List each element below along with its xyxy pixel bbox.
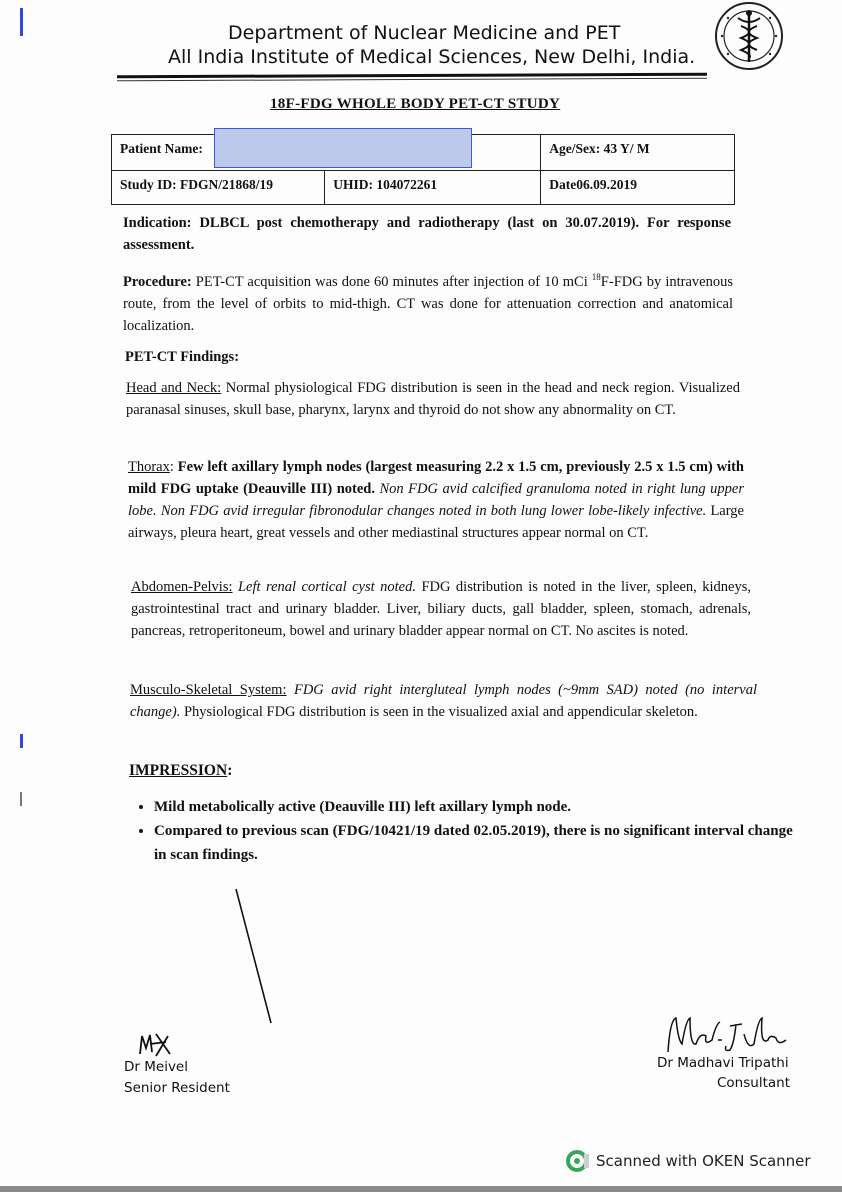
scanner-watermark-text: Scanned with OKEN Scanner bbox=[596, 1152, 811, 1170]
study-date-value: Date06.09.2019 bbox=[549, 177, 637, 192]
age-sex-cell bbox=[541, 135, 735, 171]
header-divider-thin bbox=[117, 78, 707, 82]
aiims-caduceus-logo-icon bbox=[708, 0, 790, 76]
thorax-italic-text: Non FDG avid calcified granuloma noted in right lung upper lobe. Non FDG avid irregular fibronodular changes noted in both lung lower lobe-likely infective. bbox=[128, 481, 744, 519]
abdomen-plain-text: FDG distribution is noted in the liver, spleen, kidneys, gastrointestinal tract and urinary bladder. Liver, biliary ducts, gall bladder, spleen, stomach, adrenals, pancreas, retroperitoneum, bowel and urinary bladder appear normal on CT. No ascites is noted. bbox=[131, 579, 751, 639]
abdomen-italic-text: Left renal cortical cyst noted. bbox=[232, 579, 416, 595]
right-signatory-role: Consultant bbox=[717, 1075, 790, 1091]
scan-edge-mark bbox=[20, 8, 23, 36]
thorax-colon: : bbox=[169, 459, 174, 475]
right-signature-scribble bbox=[660, 1010, 795, 1060]
musculo-plain-text: Physiological FDG distribution is seen in the visualized axial and appendicular skeleton. bbox=[180, 704, 698, 720]
procedure-label: Procedure: bbox=[123, 273, 192, 290]
indication-paragraph bbox=[123, 212, 731, 256]
left-signature-scribble bbox=[136, 1030, 176, 1060]
indication-label: Indication: bbox=[123, 215, 192, 231]
thorax-plain-text: Large airways, pleura heart, great vessels and other mediastinal structures appear normal on CT. bbox=[128, 503, 744, 541]
age-sex-value: Age/Sex: 43 Y/ M bbox=[549, 141, 650, 156]
procedure-text-a: PET-CT acquisition was done 60 minutes after injection of 10 mCi bbox=[191, 273, 592, 290]
procedure-isotope-superscript: 18 bbox=[591, 272, 601, 282]
department-name: Department of Nuclear Medicine and PET bbox=[228, 22, 621, 44]
scan-edge-mark bbox=[20, 792, 22, 806]
impression-heading-text: IMPRESSION bbox=[129, 762, 228, 779]
left-signatory-name: Dr Meivel bbox=[124, 1059, 188, 1075]
patient-name-redaction bbox=[214, 128, 472, 168]
right-signatory-name: Dr Madhavi Tripathi bbox=[657, 1055, 789, 1071]
study-title: 18F-FDG WHOLE BODY PET-CT STUDY bbox=[270, 96, 561, 112]
findings-heading: PET-CT Findings: bbox=[125, 349, 240, 365]
cancel-stroke bbox=[228, 885, 278, 1030]
head-neck-label: Head and Neck: bbox=[126, 380, 222, 396]
patient-name-label: Patient Name: bbox=[120, 141, 203, 156]
impression-list bbox=[128, 795, 804, 867]
uhid-cell bbox=[325, 171, 541, 205]
thorax-bold-text: Few left axillary lymph nodes (largest measuring 2.2 x 1.5 cm, previously 2.5 x 1.5 cm) with mild FDG uptake (Deauville III) noted. bbox=[128, 459, 744, 497]
musculo-paragraph bbox=[130, 679, 757, 723]
head-neck-text: Normal physiological FDG distribution is seen in the head and neck region. Visualized paranasal sinuses, skull base, pharynx, larynx and thyroid do not show any abnormality on CT. bbox=[126, 380, 740, 418]
page-bottom-border bbox=[0, 1186, 842, 1192]
impression-heading bbox=[129, 762, 232, 780]
musculo-label: Musculo-Skeletal System: bbox=[130, 682, 287, 698]
institute-name: All India Institute of Medical Sciences, New Delhi, India. bbox=[168, 46, 696, 68]
date-cell bbox=[541, 171, 735, 205]
musculo-italic-text: FDG avid right intergluteal lymph nodes (~9mm SAD) noted (no interval change). bbox=[130, 682, 758, 720]
impression-colon: : bbox=[227, 762, 233, 779]
thorax-label: Thorax bbox=[128, 459, 170, 475]
study-id-value: Study ID: FDGN/21868/19 bbox=[120, 177, 274, 192]
thorax-paragraph bbox=[128, 456, 744, 544]
impression-item: • Compared to previous scan (FDG/10421/19 dated 02.05.2019), there is no significant interval change in scan findings. bbox=[154, 819, 804, 867]
procedure-paragraph bbox=[123, 266, 733, 337]
oken-scanner-logo-icon bbox=[566, 1150, 592, 1172]
study-id-cell bbox=[112, 171, 325, 205]
scan-edge-mark bbox=[20, 734, 23, 748]
uhid-value: UHID: 104072261 bbox=[333, 177, 438, 192]
head-neck-paragraph bbox=[126, 377, 740, 421]
left-signatory-role: Senior Resident bbox=[124, 1080, 230, 1096]
impression-item: • Mild metabolically active (Deauville III) left axillary lymph node. bbox=[154, 795, 804, 819]
abdomen-paragraph bbox=[131, 576, 751, 642]
scanner-watermark bbox=[566, 1150, 811, 1172]
indication-text: DLBCL post chemotherapy and radiotherapy (last on 30.07.2019). For response assessment. bbox=[123, 215, 731, 253]
procedure-text-b: F-FDG by intravenous route, from the level of orbits to mid-thigh. CT was done for attenuation correction and anatomical localization. bbox=[123, 273, 733, 334]
abdomen-label: Abdomen-Pelvis: bbox=[131, 579, 233, 595]
